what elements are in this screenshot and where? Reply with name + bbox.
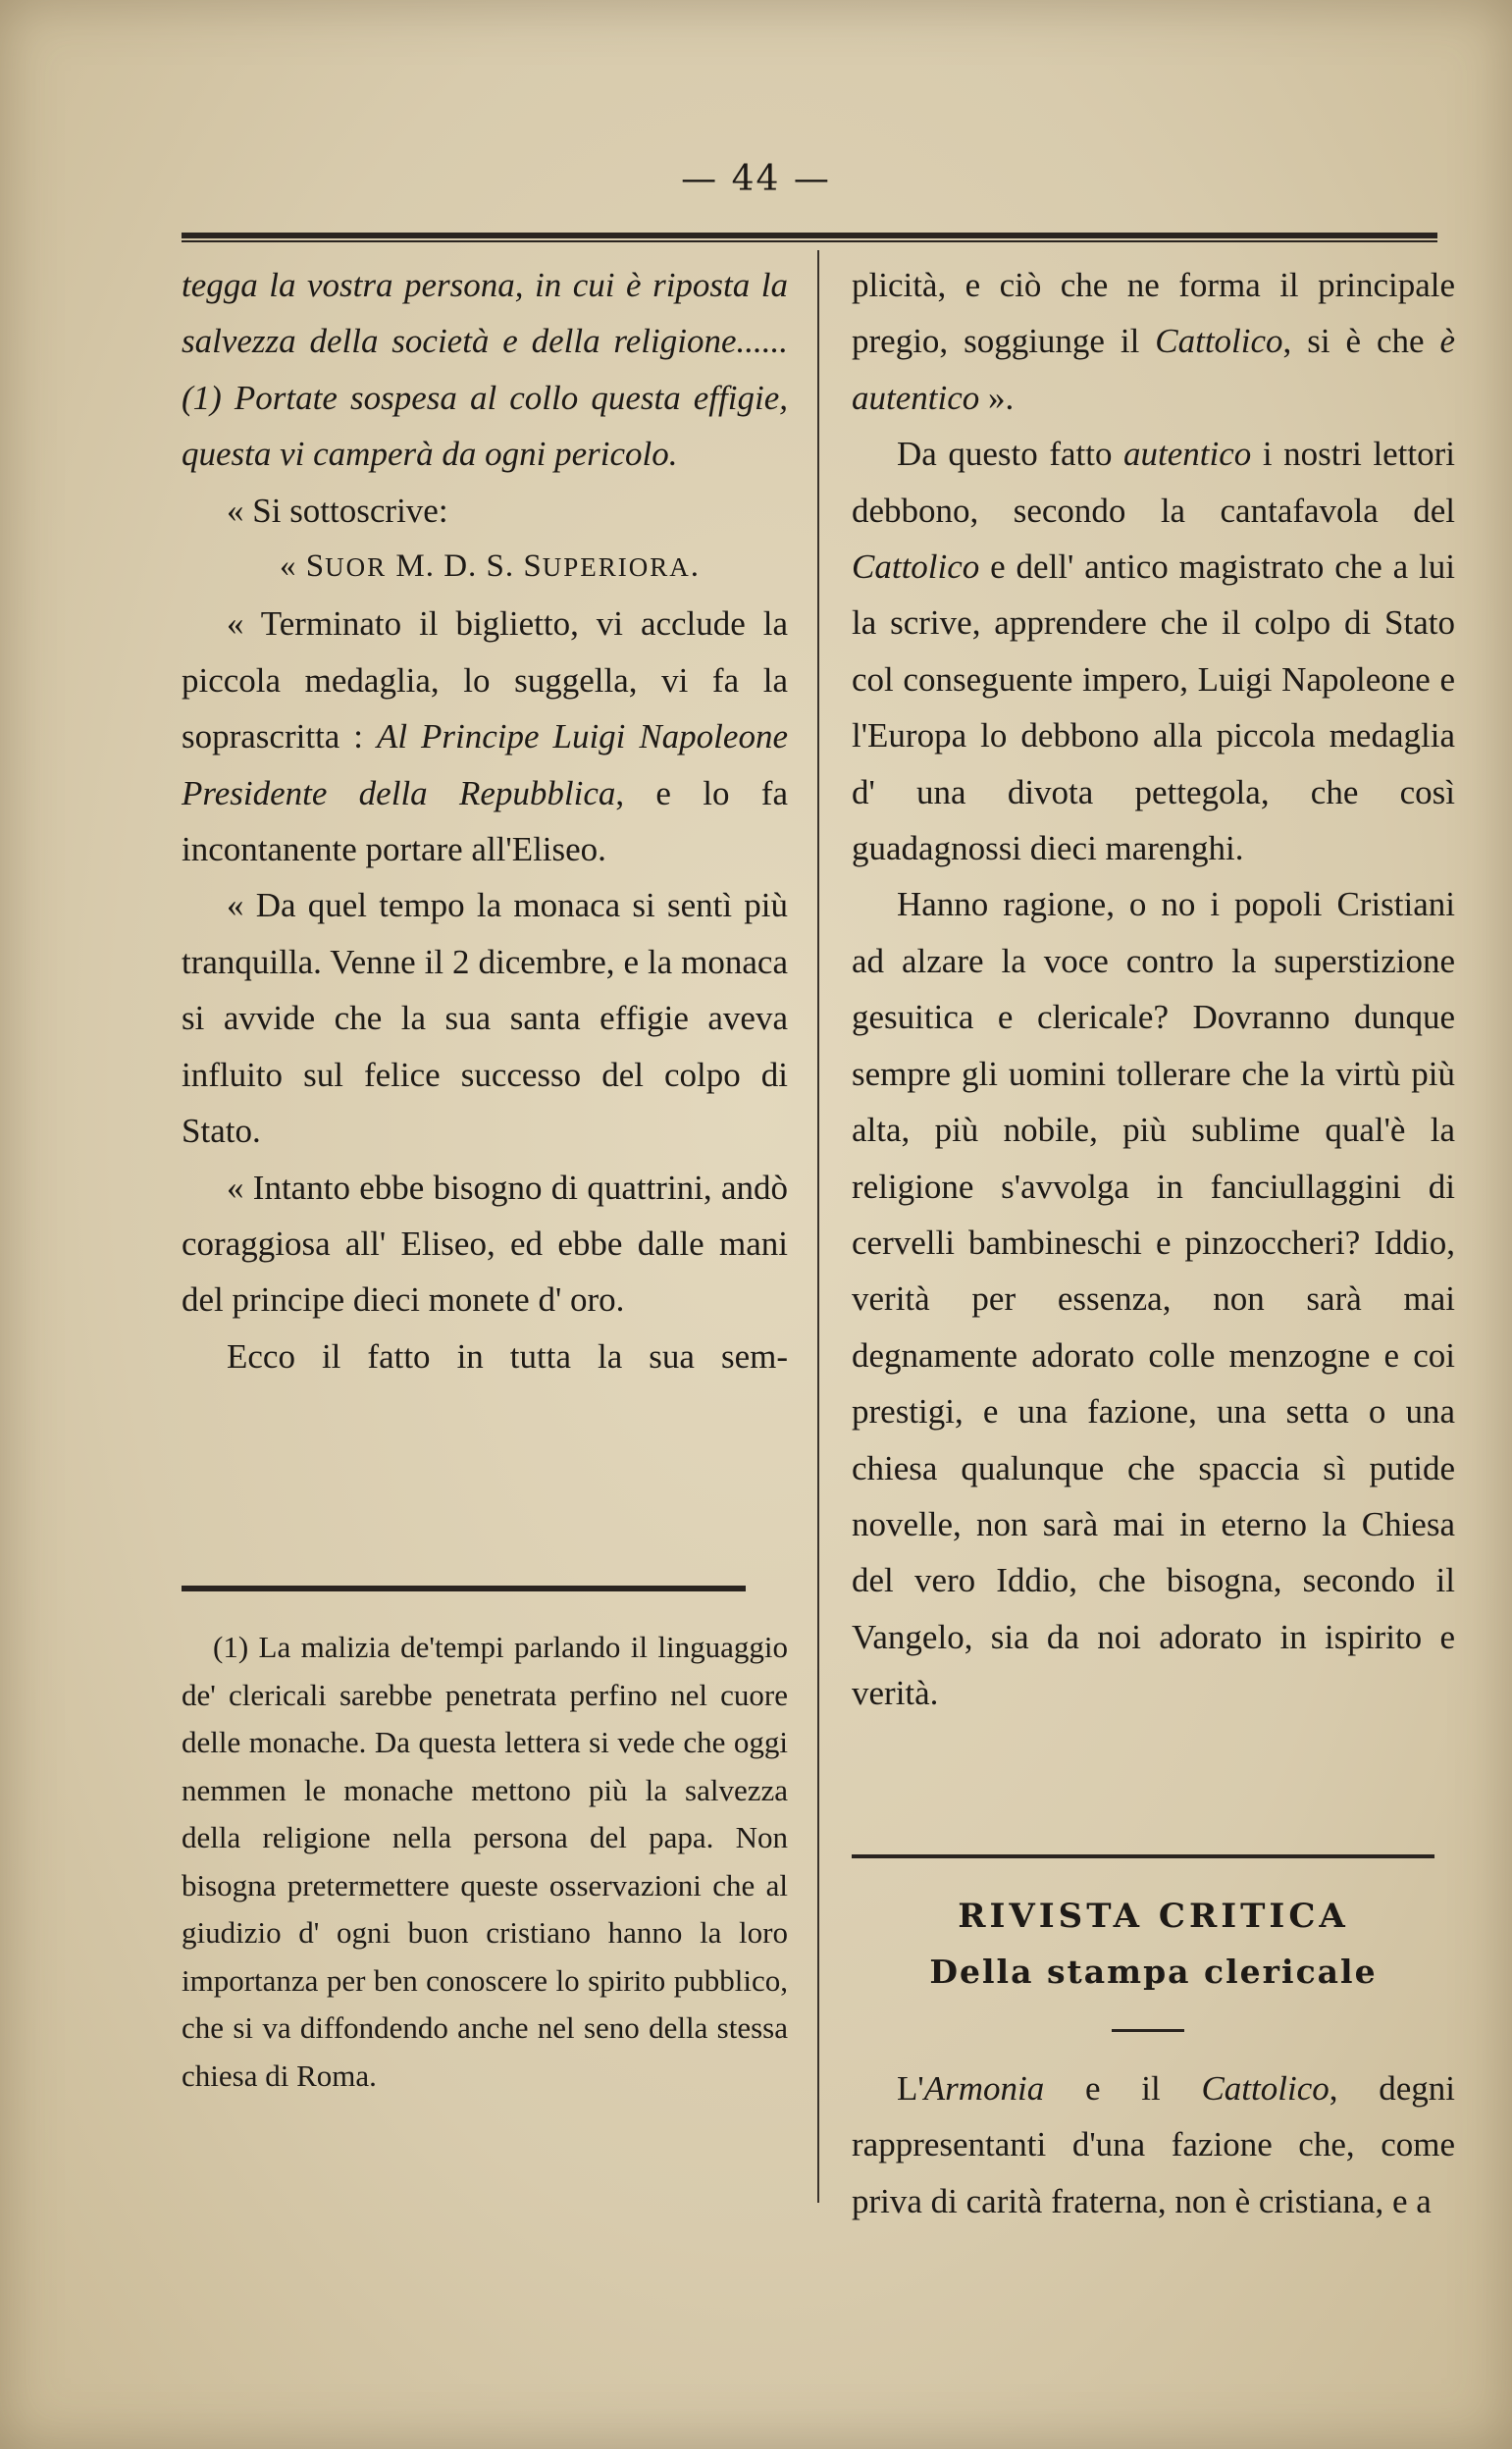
autentico-ref-2: autentico (1123, 435, 1252, 474)
paragraph-armonia-end: , degni rappresentanti d'una fazione che, come priva di carità fraterna, non è cristiana, e a (852, 2069, 1456, 2220)
paragraph-letter-end: tegga la vostra persona, in cui è riposta la salvezza della società e della religione...... (1) Portate sospesa al collo questa effigie, questa vi camperà da ogni pericolo. (182, 266, 788, 474)
cattolico-ref-3: Cattolico (1201, 2069, 1330, 2108)
section-title: RIVISTA CRITICA (958, 1897, 1349, 1936)
signature-line (182, 539, 788, 596)
header-rule (182, 233, 1437, 242)
paragraph-fact: Ecco il fatto in tutta la sua sem- (227, 1336, 788, 1376)
paragraph-letter-sent-address: Al Principe Luigi Napoleone Presidente della Repubblica (182, 717, 788, 812)
paragraph-readers-start: Da questo fatto (897, 435, 1124, 474)
paragraph-readers-mid: i nostri lettori debbono, secondo la cantafavola del (852, 435, 1455, 530)
paragraph-letter-sent (182, 596, 788, 877)
paragraph-letter-sent-end: , e lo fa incontanente portare all'Eliseo. (182, 773, 788, 869)
paragraph-letter-sent-start: « Terminato il biglietto, vi acclude la piccola medaglia, lo suggella, vi fa la soprascritta : (182, 604, 788, 756)
footnote: (1) La malizia de'tempi parlando il linguaggio de' clericali sarebbe penetrata perfino nel cuore delle monache. Da questa lettera si vede che oggi nemmen le monache mettono più la salvezza della religione nella persona del papa. Non bisogna pretermettere queste osservazioni che al giudizio d' ogni buon cristiano hanno la loro importanza per ben conoscere lo spirito pubblico, che si va diffondendo anche nel seno della stessa chiesa di Roma. (182, 1630, 788, 2093)
armonia-ref: Armonia (923, 2069, 1045, 2108)
signature-uperiora: UPERIORA (542, 552, 691, 583)
section-dash (1112, 2029, 1184, 2032)
paragraph-armonia-start: L' (897, 2069, 924, 2108)
paragraph-december: « Da quel tempo la monaca si sentì più tranquilla. Venne il 2 dicembre, e la monaca si avvide che la sua santa effigie aveva influito sul felice successo del colpo di Stato. (182, 886, 788, 1151)
section-rule (852, 1854, 1434, 1858)
left-column (182, 257, 788, 1384)
cattolico-ref-2: Cattolico (852, 547, 980, 587)
signature-prefix: « S (280, 548, 326, 585)
signature-end: . (690, 548, 701, 585)
footnote-rule (182, 1586, 746, 1591)
paragraph-simplicity-end: ». (979, 378, 1015, 417)
paragraph-simplicity (852, 257, 1455, 426)
paragraph-armonia-mid: e il (1044, 2069, 1202, 2108)
paragraph-simplicity-start: plicità, e ciò che ne forma il principale pregio, soggiunge il (852, 266, 1455, 361)
paragraph-readers (852, 426, 1455, 876)
right-column-tail (852, 2060, 1455, 2229)
paragraph-money: « Intanto ebbe bisogno di quattrini, andò coraggiosa all' Eliseo, ed ebbe dalle mani del principe dieci monete d' oro. (182, 1168, 788, 1320)
paragraph-armonia (852, 2060, 1455, 2229)
paragraph-readers-end: e dell' antico magistrato che a lui la scrive, apprendere che il colpo di Stato col conseguente impero, Luigi Napoleone e l'Europa lo debbono alla piccola medaglia d' una divota pettegola, che così guadagnossi dieci marenghi. (852, 547, 1455, 868)
column-divider (817, 250, 819, 2203)
signature-uor: UOR (325, 552, 388, 583)
cattolico-ref: Cattolico (1155, 322, 1283, 361)
signature-mid: M. D. S. S (387, 548, 543, 585)
paragraph-simplicity-mid: , si è che (1282, 322, 1440, 361)
autentico-ref: è autentico (852, 322, 1455, 417)
right-column (852, 257, 1455, 1722)
section-subtitle: Della stampa clericale (929, 1953, 1378, 1991)
paragraph-superstition: Hanno ragione, o no i popoli Cristiani ad alzare la voce contro la superstizione gesuitica e clericale? Dovranno dunque sempre gli uomini tollerare che la virtù più alta, più nobile, più sublime qual'è la religione s'avvolga in fanciullaggini di cervelli bambineschi e pinzoccheri? Iddio, verità per essenza, non sarà mai degnamente adorato colle menzogne e coi prestigi, e una fazione, una setta o una chiesa qualunque che spaccia sì putide novelle, non sarà mai in eterno la Chiesa del vero Iddio, che bisogna, secondo il Vangelo, sia da noi adorato in ispirito e verità. (852, 885, 1455, 1713)
page-number: — 44 — (681, 159, 831, 199)
paragraph-signature-intro: « Si sottoscrive: (227, 491, 448, 530)
